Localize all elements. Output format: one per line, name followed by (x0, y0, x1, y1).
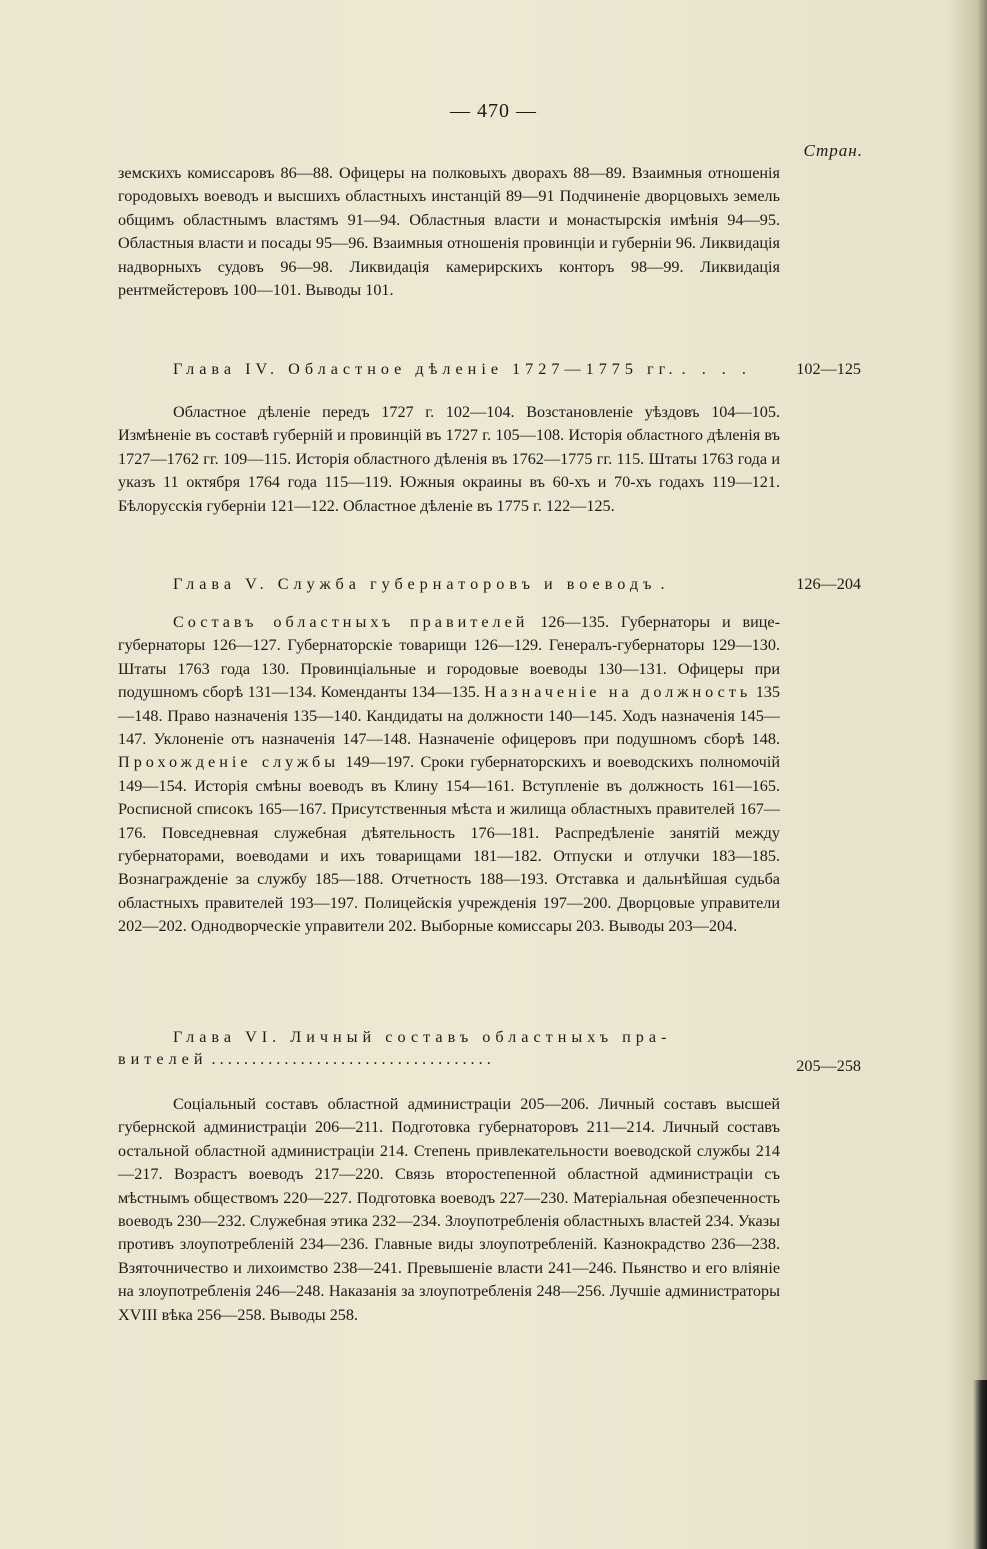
chapter-5-text: 135—148. Право назначенія 135—140. Кандидаты на должности 140—145. Ходъ назначенія 145—147. Уклоненіе отъ назначенія 147—148. Назначеніе офицеровъ при подушномъ сборѣ 148. (118, 683, 780, 749)
chapter-4-dots: . . . . (681, 360, 752, 378)
chapter-5-section-title: Прохожденіе службы (118, 753, 340, 772)
chapter-5-pages: 126—204 (796, 575, 861, 593)
page-edge-shadow (973, 1380, 987, 1549)
chapter-6-title-line2-text: вителей (118, 1050, 208, 1068)
chapter-4-summary: Областное дѣленіе передъ 1727 г. 102—104. Возстановленіе уѣздовъ 104—105. Измѣненіе въ составѣ губерній и провинцій въ 1727 г. 105—108. Исторія областного дѣленія въ 1727—1762 гг. 109—115. Исторія областного дѣленія въ 1762—1775 гг. 115. Штаты 1763 года и указъ 11 октября 1764 года 115—119. Южныя окраины въ 60-хъ и 70-хъ годахъ 119—121. Бѣлорусскія губерніи 121—122. Областное дѣленіе въ 1775 г. 122—125. (118, 403, 780, 515)
column-heading: Стран. (803, 141, 863, 160)
chapter-5-section-title: Назначеніе на должность (484, 683, 752, 702)
chapter-6-dots: . . . . . . . . . . . . . . . . . . . . . . . . . . . . . . . . . . . (211, 1050, 491, 1068)
chapter-6-title-line2 (118, 1048, 861, 1070)
chapter-5-section-title: Составъ областныхъ правителей (173, 613, 529, 631)
chapter-6-heading (118, 1026, 861, 1075)
chapter-6-pages: 205—258 (796, 1057, 861, 1075)
chapter-4-title: Глава IV. Областное дѣленіе 1727—1775 гг. (173, 360, 678, 378)
chapter-5-summary (118, 611, 780, 939)
chapter-5-heading (173, 572, 861, 596)
chapter-4-heading (173, 357, 861, 381)
page-number: — 470 — (450, 100, 537, 122)
chapter-5-dots: . (660, 575, 671, 593)
chapter-4-pages: 102—125 (796, 360, 861, 378)
chapter-6-title-line1: Глава VI. Личный составъ областныхъ пра- (173, 1028, 672, 1046)
chapter-5-text: 149—197. Сроки губернаторскихъ и воеводскихъ полномочій 149—154. Исторія смѣны воеводъ въ Клину 154—161. Вступленіе въ должность 161—165. Росписной списокъ 165—167. Присутственныя мѣста и жилища областныхъ правителей 167—176. Повседневная служебная дѣятельность 176—181. Распредѣленіе занятій между губернаторами, воеводами и ихъ товарищами 181—182. Отпуски и отлучки 183—185. Вознагражденіе за службу 185—188. Отчетность 188—193. Отставка и дальнѣйшая судьба областныхъ правителей 193—197. Полицейскія учрежденія 197—200. Дворцовые управители 202—202. Однодворческіе управители 202. Выборные комиссары 203. Выводы 203—204. (118, 753, 780, 936)
chapter-5-title: Глава V. Служба губернаторовъ и воеводъ (173, 575, 657, 593)
intro-paragraph: земскихъ комиссаровъ 86—88. Офицеры на полковыхъ дворахъ 88—89. Взаимныя отношенія городовыхъ воеводъ и высшихъ областныхъ инстанцій 89—91 Подчиненіе дворцовыхъ земель общимъ областнымъ властямъ 91—94. Областныя власти и монастырскія имѣнія 94—95. Областныя власти и посады 95—96. Взаимныя отношенія провинціи и губерніи 96. Ликвидація надворныхъ судовъ 96—98. Ликвидація камерирскихъ конторъ 98—99. Ликвидація рентмейстеровъ 100—101. Выводы 101. (118, 164, 780, 300)
chapter-5-text: 126—135. Губернаторы и вице-губернаторы 126—127. Губернаторскіе товарищи 126—129. Генералъ-губернаторы 129—130. Штаты 1763 года 130. Провинціальные и городовые воеводы 130—131. Офицеры при подушномъ сборѣ 131—134. Коменданты 134—135. (118, 613, 781, 702)
chapter-6-summary: Соціальный составъ областной администраціи 205—206. Личный составъ высшей губернской администраціи 206—211. Подготовка губернаторовъ 211—214. Личный составъ остальной областной администраціи 214. Степень привлекательности воеводской службы 214—217. Возрастъ воеводъ 217—220. Связь второстепенной областной администраціи съ мѣстнымъ обществомъ 220—227. Подготовка воеводъ 227—230. Матеріальная обезпеченность воеводъ 230—232. Служебная этика 232—234. Злоупотребленія областныхъ властей 234. Указы противъ злоупотребленій 234—236. Главные виды злоупотребленій. Казнокрадство 236—238. Взяточничество и лихоимство 238—241. Превышеніе власти 241—246. Пьянство и его вліяніе на злоупотребленія 246—248. Наказанія за злоупотребленія 248—256. Лучшіе администраторы XVIII вѣка 256—258. Выводы 258. (118, 1095, 780, 1324)
